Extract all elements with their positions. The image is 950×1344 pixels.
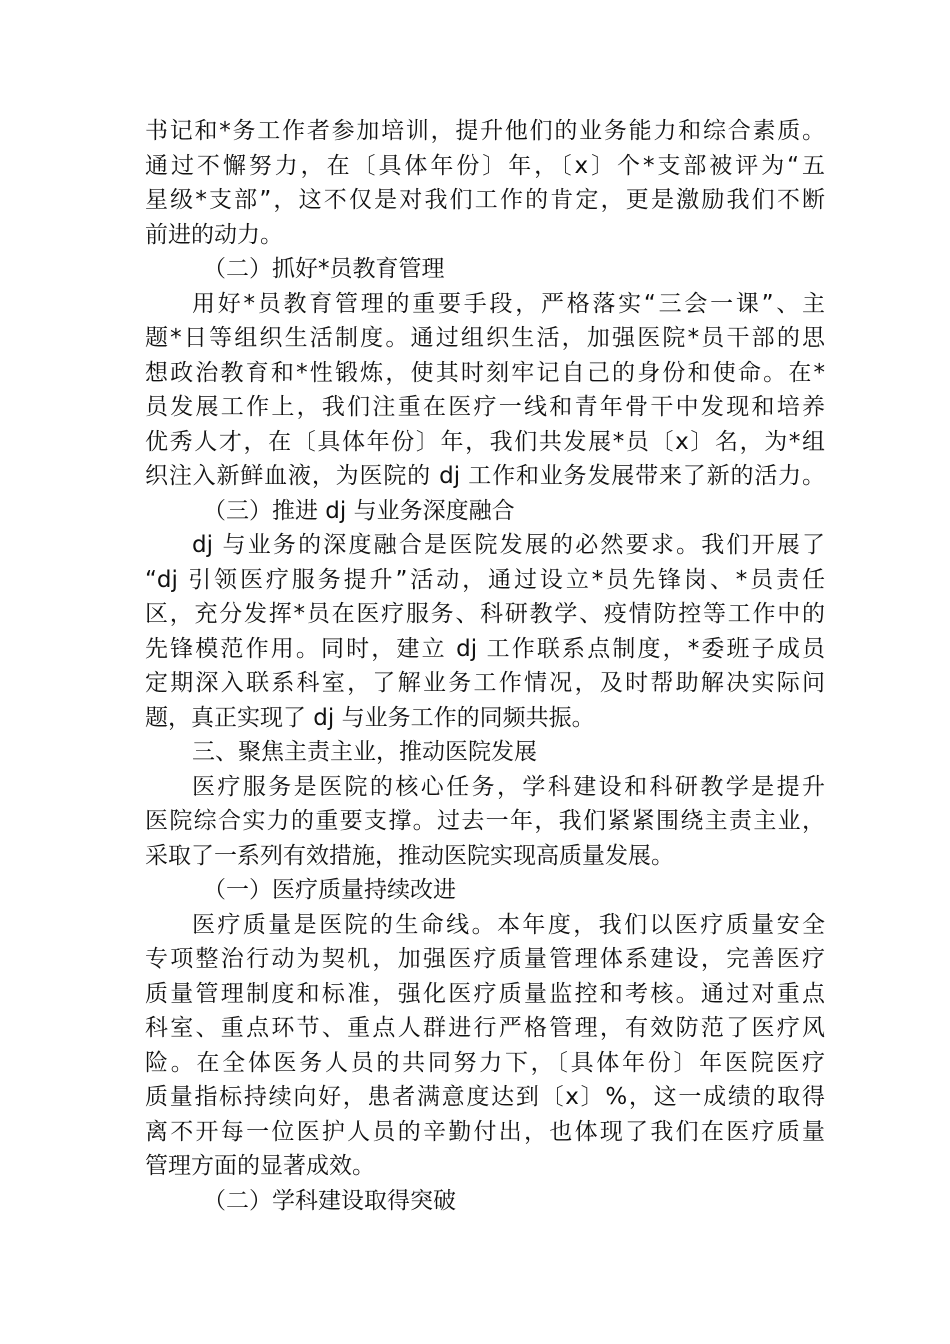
subsection-heading: （三）推进 dj 与业务深度融合 [203, 497, 515, 524]
paragraph-line: 想政治教育和*性锻炼，使其时刻牢记自己的身份和使命。在* [145, 359, 825, 386]
paragraph-last-line: 管理方面的显著成效。 [145, 1153, 375, 1179]
paragraph-line: 医院综合实力的重要支撑。过去一年，我们紧紧围绕主责主业， [145, 808, 825, 834]
paragraph-line: 险。在全体医务人员的共同努力下，〔具体年份〕年医院医疗 [145, 1049, 825, 1076]
paragraph-line: 定期深入联系科室，了解业务工作情况，及时帮助解决实际问 [145, 670, 825, 696]
paragraph-line: 通过不懈努力，在〔具体年份〕年，〔x〕个*支部被评为“五 [145, 152, 825, 179]
document-body [145, 114, 825, 1218]
paragraph-line: 星级*支部”，这不仅是对我们工作的肯定，更是激励我们不断 [145, 187, 825, 213]
subsection-heading: （二）抓好*员教育管理 [203, 256, 445, 282]
paragraph-last-line: 前进的动力。 [145, 221, 283, 248]
paragraph-line: 专项整治行动为契机，加强医疗质量管理体系建设，完善医疗 [145, 946, 825, 972]
section-heading: 三、聚焦主责主业，推动医院发展 [192, 739, 537, 765]
paragraph-line: 质量指标持续向好，患者满意度达到〔x〕%，这一成绩的取得 [145, 1084, 825, 1110]
paragraph-line: 员发展工作上，我们注重在医疗一线和青年骨干中发现和培养 [145, 394, 825, 420]
paragraph-line: 质量管理制度和标准，强化医疗质量监控和考核。通过对重点 [145, 980, 825, 1007]
paragraph-line: 织注入新鲜血液，为医院的 dj 工作和业务发展带来了新的活力。 [145, 463, 825, 489]
paragraph-line: 区，充分发挥*员在医疗服务、科研教学、疫情防控等工作中的 [145, 601, 825, 627]
paragraph-last-line: 采取了一系列有效措施，推动医院实现高质量发展。 [145, 842, 674, 869]
paragraph-line: 题*日等组织生活制度。通过组织生活，加强医院*员干部的思 [145, 325, 825, 351]
paragraph-line: 科室、重点环节、重点人群进行严格管理，有效防范了医疗风 [145, 1015, 825, 1041]
paragraph-line: 书记和*务工作者参加培训，提升他们的业务能力和综合素质。 [145, 118, 825, 144]
paragraph-first-line: 用好*员教育管理的重要手段，严格落实“三会一课”、主 [192, 290, 825, 317]
paragraph-first-line: dj 与业务的深度融合是医院发展的必然要求。我们开展了 [192, 532, 825, 558]
paragraph-first-line: 医疗服务是医院的核心任务，学科建设和科研教学是提升 [192, 773, 825, 800]
paragraph-first-line: 医疗质量是医院的生命线。本年度，我们以医疗质量安全 [192, 911, 825, 938]
paragraph-line: 优秀人才，在〔具体年份〕年，我们共发展*员〔x〕名，为*组 [145, 428, 825, 455]
subsection-heading: （一）医疗质量持续改进 [203, 877, 456, 903]
paragraph-line: “dj 引领医疗服务提升”活动，通过设立*员先锋岗、*员责任 [145, 566, 825, 593]
subsection-heading: （二）学科建设取得突破 [203, 1187, 456, 1214]
paragraph-line: 离不开每一位医护人员的辛勤付出，也体现了我们在医疗质量 [145, 1118, 825, 1145]
paragraph-last-line: 题，真正实现了 dj 与业务工作的同频共振。 [145, 704, 595, 731]
paragraph-line: 先锋模范作用。同时，建立 dj 工作联系点制度，*委班子成员 [145, 635, 825, 662]
